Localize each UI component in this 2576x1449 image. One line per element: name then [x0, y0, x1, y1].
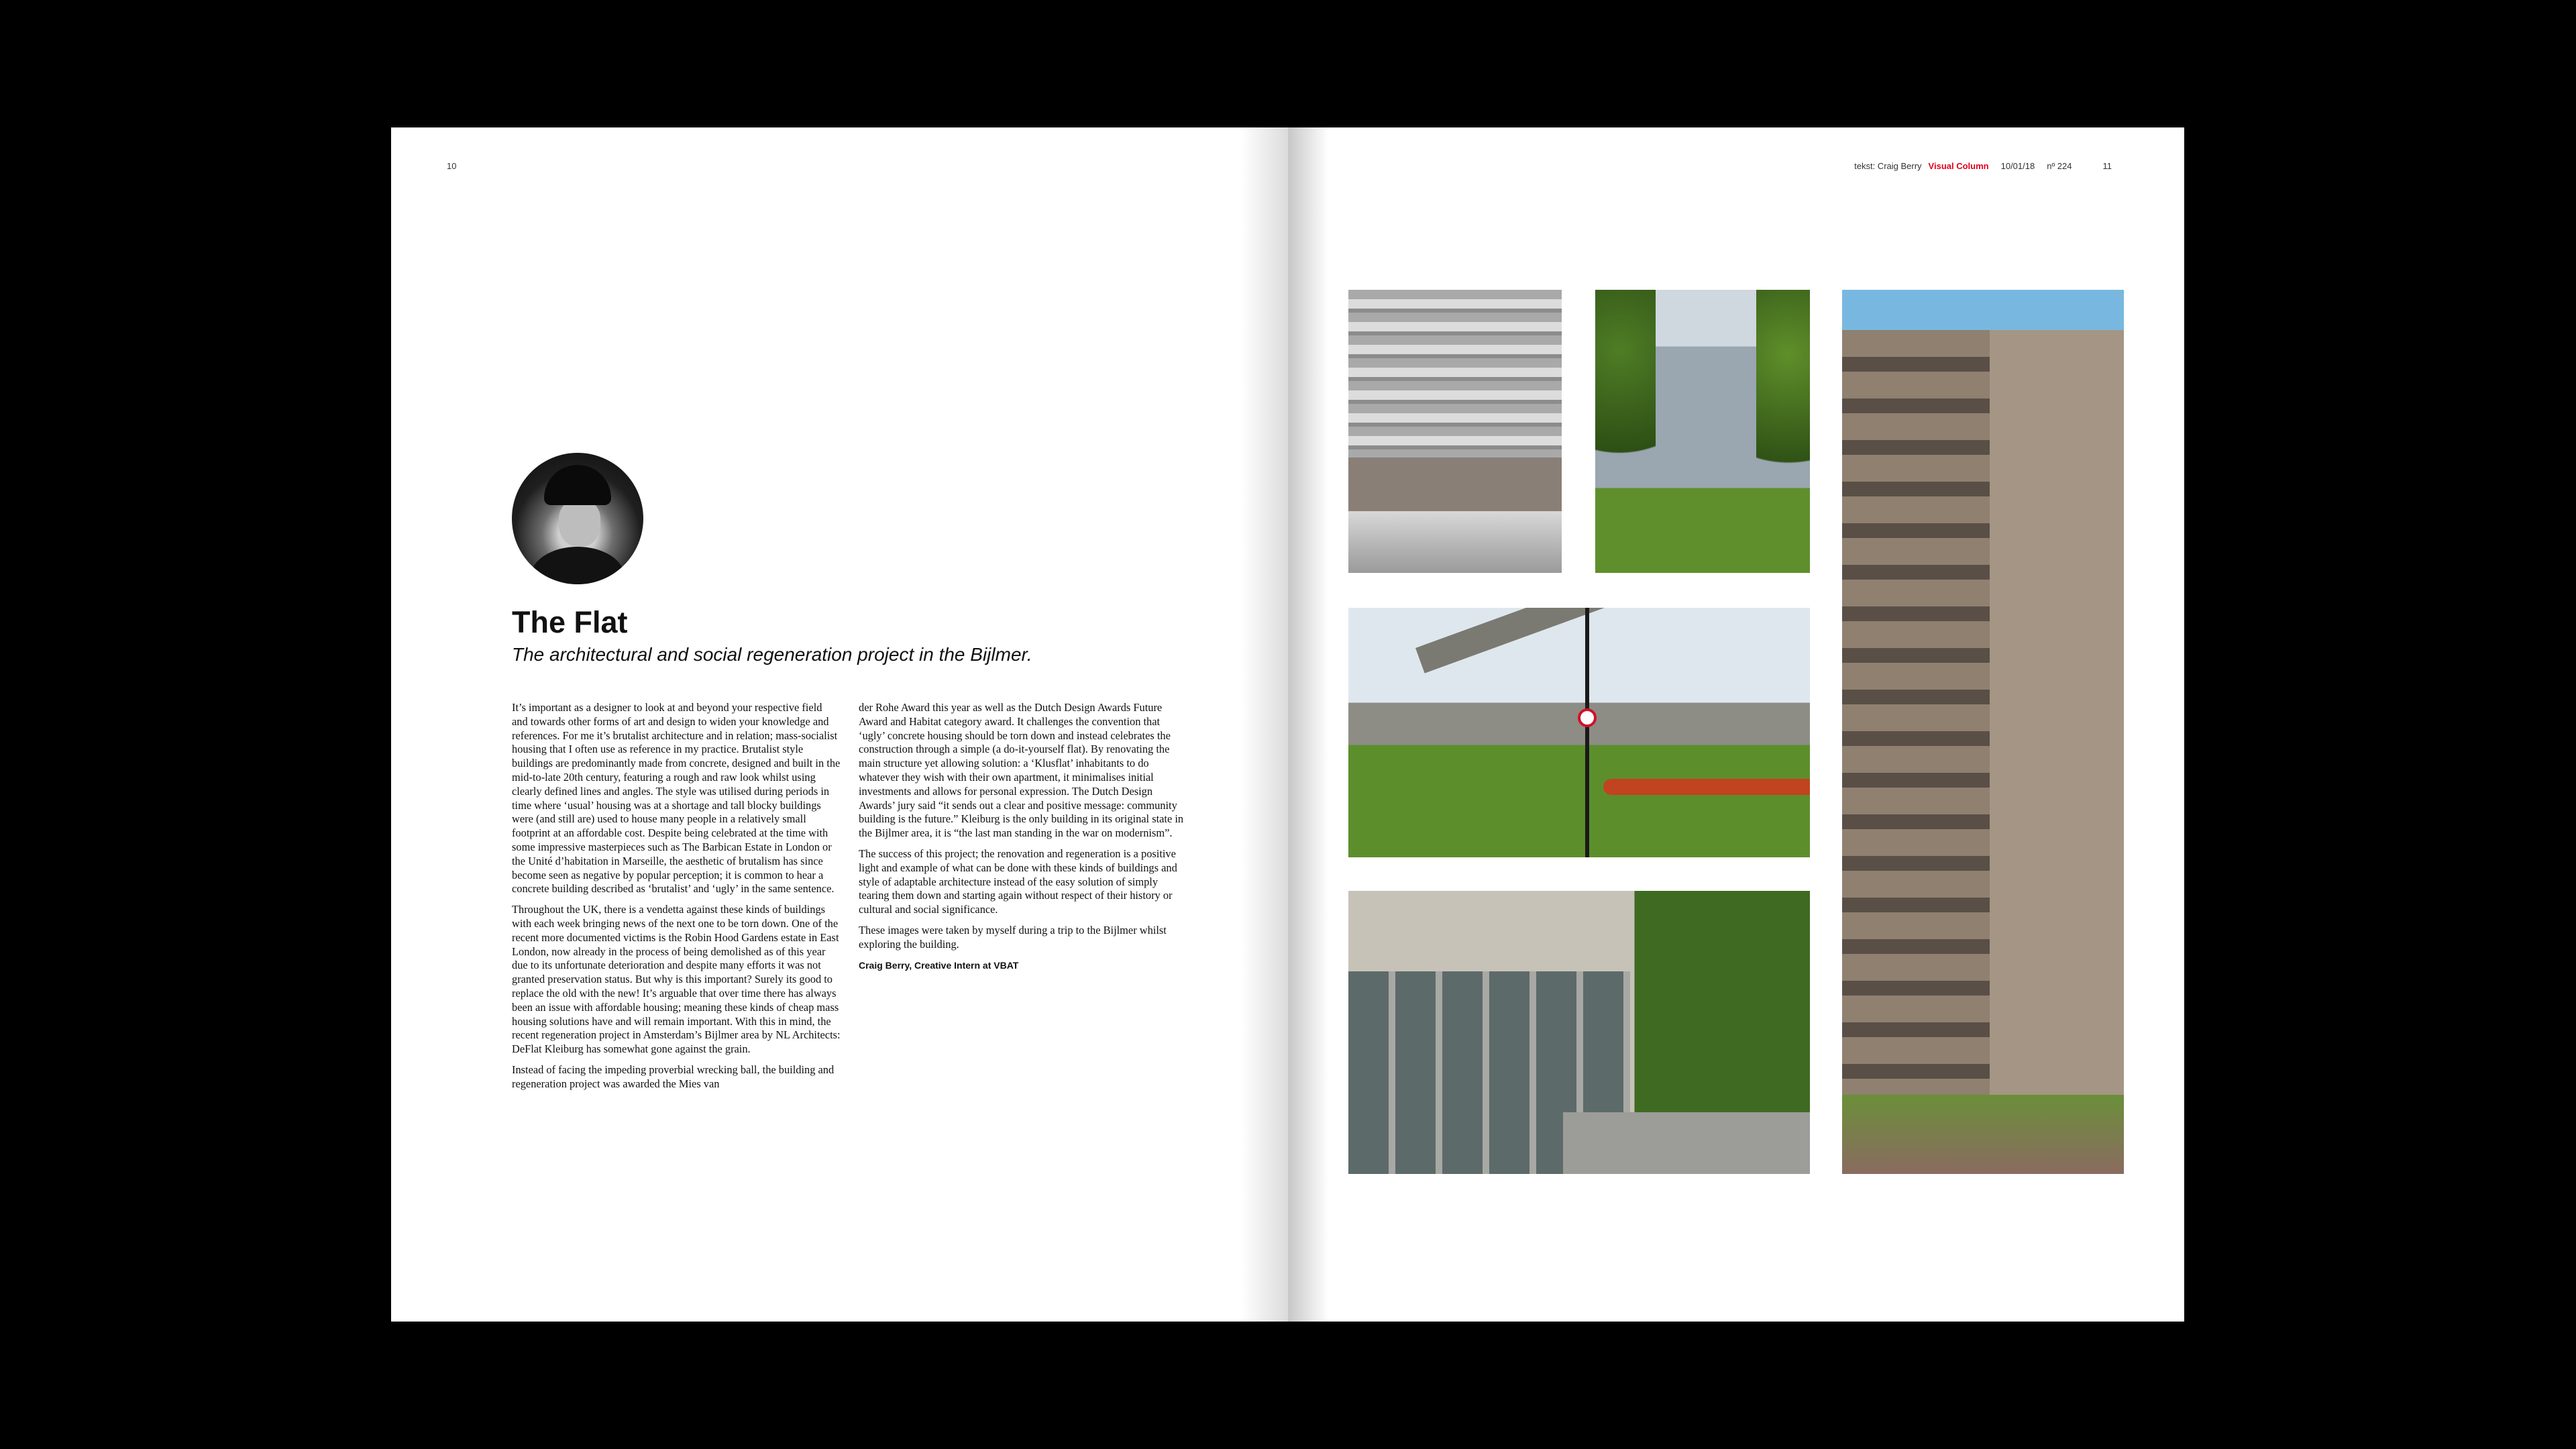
- paragraph: The success of this project; the renovation and regeneration is a positive light and example of what can be done with these kinds of buildings and style of adaptable architecture instead of the easy solution of simply tearing them down and starting again without respect of their history or cultural and social significance.: [859, 847, 1177, 916]
- paragraph: It’s important as a designer to look at and beyond your respective field and towards other forms of art and design to widen your knowledge and references. For me it’s brutalist architecture and in relation; mass-socialist housing that I often use as reference in my practice. Brutalist style buildings are predominantly made from concrete, designed and built in the mid-to-late 20th century, featuring a rough and raw look whilst using clearly defined lines and angles. The style was utilised during periods in time where ‘usual’ housing was at a shortage and tall blocky buildings were (and still are) used to house many people in a relatively small footprint at an affordable cost. Despite being celebrated at the time with some impressive masterpieces such as The Barbican Estate in London or the Unité d’habitation in Marseille, the aesthetic of brutalism has since become seen as negative by popular perception; it is common to hear a concrete building described as ‘brutalist’ and ‘ugly’ in the same sentence.: [512, 701, 841, 896]
- paragraph: Instead of facing the impeding proverbial wrecking ball, the building and regeneration project was awarded the Mies van: [512, 1063, 835, 1090]
- avatar-cap: [544, 465, 611, 505]
- photo-detail: [1348, 511, 1562, 573]
- photo-street-facade: [1348, 891, 1810, 1174]
- photo-detail: [1990, 330, 2124, 1108]
- photo-detail: [1578, 708, 1597, 727]
- text-column-1: [512, 701, 841, 1098]
- header-issue: nº 224: [2047, 161, 2072, 171]
- gutter-shadow: [1288, 127, 1328, 1322]
- paragraph: These images were taken by myself during a trip to the Bijlmer whilst exploring the building.: [859, 923, 1167, 951]
- photo-detail: [1348, 458, 1562, 511]
- photo-detail: [1585, 608, 1589, 857]
- photo-elevated-railway: [1348, 608, 1810, 857]
- photo-detail: [1756, 290, 1810, 504]
- header-section: Visual Column: [1928, 161, 1989, 171]
- author-avatar: [512, 453, 643, 584]
- photo-detail: [1563, 1112, 1810, 1174]
- right-page: [1288, 127, 2184, 1322]
- photo-detail: [1595, 290, 1656, 491]
- page-number-right: 11: [2102, 161, 2112, 171]
- text-column-2: [859, 701, 1187, 979]
- article-subtitle: The architectural and social regeneration project in the Bijlmer.: [512, 644, 1032, 665]
- photo-detail: [1842, 1095, 2124, 1174]
- header-date: 10/01/18: [2000, 161, 2035, 171]
- photo-tower: [1842, 290, 2124, 1174]
- photo-detail: [1415, 608, 1810, 674]
- photo-balconies: [1348, 290, 1562, 573]
- paragraph: Throughout the UK, there is a vendetta against these kinds of buildings with each week bringing news of the next one to be torn down. One of the recent more documented victims is the Robin Hood Gardens estate in East London, now already in the process of being demolished as of this year due to its unfortunate deterioration and despite many efforts it was not granted preservation status. But why is this important? Surely its good to replace the old with the new! It’s arguable that over time there has always been an issue with affordable housing; meaning these kinds of cheap mass housing solutions have and will remain important. With this in mind, the recent regeneration project in Amsterdam’s Bijlmer area by NL Architects: DeFlat Kleiburg has somewhat gone against the grain.: [512, 903, 841, 1056]
- article-title: The Flat: [512, 605, 628, 639]
- gutter-shadow: [1241, 127, 1288, 1322]
- photo-detail: [1603, 779, 1810, 795]
- header-author: tekst: Craig Berry: [1854, 161, 1922, 171]
- page-number-left: 10: [447, 161, 457, 171]
- paragraph: der Rohe Award this year as well as the Dutch Design Awards Future Award and Habitat category award. It challenges the convention that ‘ugly’ concrete housing should be torn down and instead celebrates the construction through a simple (a do-it-yourself flat). By renovating the main structure yet allowing solution: a ‘Klusflat’ inhabitants to do whatever they wish with their own apartment, it minimalises initial investments and allows for personal expression. The Dutch Design Awards’ jury said “it sends out a clear and positive message: community building is the future.” Kleiburg is the only building in its original state in the Bijlmer area, it is “the last man standing in the war on modernism”.: [859, 701, 1184, 840]
- photo-building-trees: [1595, 290, 1810, 573]
- avatar-face: [559, 500, 600, 547]
- running-header: [1854, 161, 2112, 171]
- author-byline: Craig Berry, Creative Intern at VBAT: [859, 959, 1019, 971]
- avatar-body: [531, 547, 625, 584]
- left-page: [391, 127, 1288, 1322]
